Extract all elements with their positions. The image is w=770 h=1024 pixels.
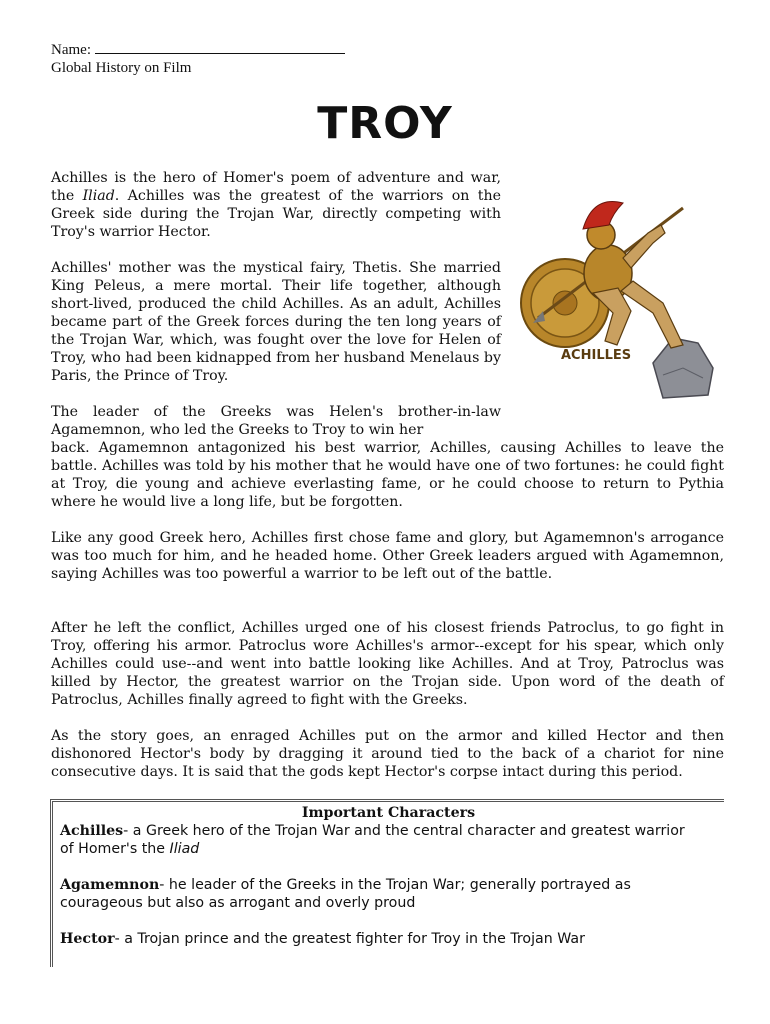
character-agamemnon: Agamemnon- he leader of the Greeks in the Trojan War; generally portrayed as courageous but also as arrogant and overly proud: [60, 877, 631, 911]
character-name: Hector: [60, 931, 115, 947]
paragraph-hector: As the story goes, an enraged Achilles put on the armor and killed Hector and then dishonored Hector's body by dragging it around tied to the back of a chariot for nine consecutive days. It is said that the gods kept Hector's corpse intact during this period.: [51, 728, 724, 780]
achilles-warrior-icon: [513, 163, 727, 403]
character-achilles: Achilles- a Greek hero of the Trojan War and the central character and greatest warrior of Homer's the Iliad: [60, 823, 685, 857]
iliad-italic: Iliad: [82, 188, 115, 204]
character-name: Agamemnon: [60, 877, 160, 893]
illustration-caption: ACHILLES: [561, 348, 632, 363]
name-label: Name:: [51, 42, 91, 58]
important-characters-box: [50, 799, 724, 967]
paragraph-patroclus: After he left the conflict, Achilles urged one of his closest friends Patroclus, to go fight in Troy, offering his armor. Patroclus wore Achilles's armor--except for his spear, which only Achilles could use--and went into battle looking like Achilles. And at Troy, Patroclus was killed by Hector, the greatest warrior on the Trojan side. Upon word of the death of Patroclus, Achilles finally agreed to fight with the Greeks.: [51, 620, 724, 708]
paragraph-thetis: Achilles' mother was the mystical fairy, Thetis. She married King Peleus, a mere mortal. Their life together, although short-lived, produced the child Achilles. As an adult, Achilles became part of the Greek forces during the ten long years of the Trojan War, which, was fought over the love for Helen of Troy, who had been kidnapped from her husband Menelaus by Paris, the Prince of Troy.: [51, 260, 501, 384]
achilles-illustration: [513, 163, 727, 403]
page-title: TROY: [317, 98, 453, 149]
paragraph-fame: Like any good Greek hero, Achilles first chose fame and glory, but Agamemnon's arrogance was too much for him, and he headed home. Other Greek leaders argued with Agamemnon, saying Achilles was too powerful a warrior to be left out of the battle.: [51, 530, 724, 582]
character-name: Achilles: [60, 823, 124, 839]
paragraph-intro: Achilles is the hero of Homer's poem of adventure and war, the Iliad. Achilles was the greatest of the warriors on the Greek side during the Trojan War, directly competing with Troy's warrior Hector.: [51, 170, 501, 240]
name-field: [51, 41, 345, 59]
paragraph-agamemnon: The leader of the Greeks was Helen's brother-in-law Agamemnon, who led the Greeks to Troy to win her back. Agamemnon antagonized his best warrior, Achilles, causing Achilles to leave the battle. Achilles was told by his mother that he would have one of two fortunes: he could fight at Troy, die young and achieve everlasting fame, or he could choose to return to Pythia where he would live a long life, but be forgotten.: [51, 404, 724, 510]
course-title: Global History on Film: [51, 60, 192, 76]
character-hector: Hector- a Trojan prince and the greatest fighter for Troy in the Trojan War: [60, 931, 585, 947]
name-blank-line: [95, 41, 345, 54]
characters-heading: Important Characters: [301, 805, 476, 821]
